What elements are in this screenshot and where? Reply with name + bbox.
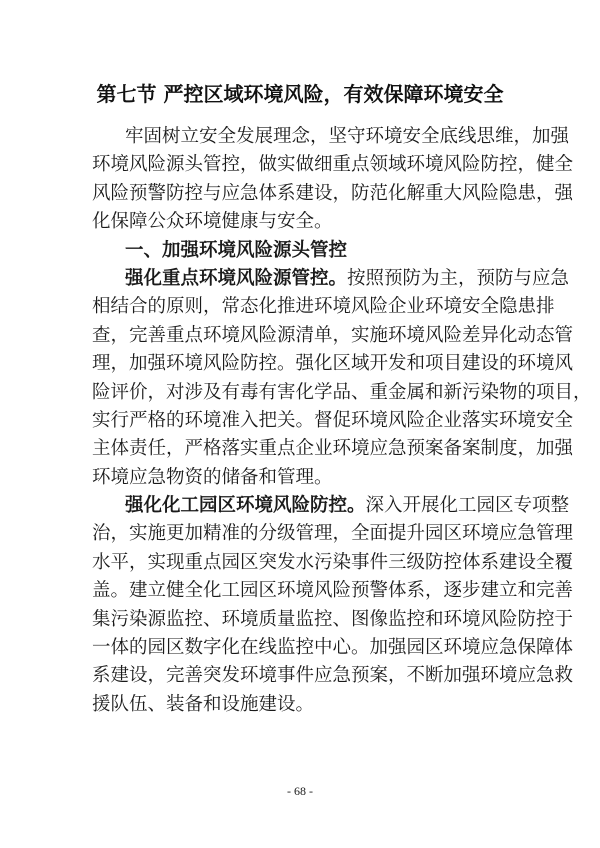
text-line: 一体的园区数字化在线监控中心。加强园区环境应急保障体: [92, 637, 574, 659]
text-line: 化保障公众环境健康与安全。: [92, 211, 333, 233]
page-number: - 68 -: [287, 784, 313, 798]
text-span: 深入开展化工园区专项整: [365, 495, 570, 517]
text-line: 险评价，对涉及有毒有害化学品、重金属和新污染物的项目，: [92, 381, 592, 403]
text-line: 主体责任，严格落实重点企业环境应急预案备案制度，加强: [92, 438, 574, 460]
paragraph-key-risk-sources: [92, 265, 592, 492]
text-line: 环境应急物资的储备和管理。: [92, 466, 333, 488]
text-line: 理，加强环境风险防控。强化区域开发和项目建设的环境风: [92, 353, 574, 375]
text-line: 牢固树立安全发展理念，坚守环境安全底线思维，加强: [125, 126, 570, 147]
text-line: 援队伍、装备和设施建设。: [92, 693, 315, 715]
paragraph-chemical-parks: [92, 492, 574, 719]
text-line: 水平，实现重点园区突发水污染事件三级防控体系建设全覆: [92, 551, 574, 573]
text-line: 集污染源监控、环境质量监控、图像监控和环境风险防控于: [92, 608, 574, 630]
text-line: [92, 492, 570, 520]
text-line: 查，完善重点环境风险源清单，实施环境风险差异化动态管: [92, 324, 574, 346]
text-line: [92, 265, 570, 293]
text-line: 系建设，完善突发环境事件应急预案，不断加强环境应急救: [92, 665, 574, 687]
text-line: 盖。建立健全化工园区环境风险预警体系，逐步建立和完善: [92, 580, 574, 602]
text-line: 实行严格的环境准入把关。督促环境风险企业落实环境安全: [92, 409, 574, 431]
text-line: 治，实施更加精准的分级管理，全面提升园区环境应急管理: [92, 523, 574, 545]
paragraph-lead: 强化化工园区环境风险防控。: [125, 495, 366, 517]
document-body: [92, 123, 592, 719]
section-title: 第七节 严控区域环境风险，有效保障环境安全: [96, 82, 504, 106]
text-span: 按照预防为主，预防与应急: [347, 267, 570, 289]
subsection-heading: 一、加强环境风险源头管控: [125, 239, 348, 261]
text-line: 环境风险源头管控，做实做细重点领域环境风险防控，健全: [92, 154, 574, 176]
intro-paragraph: [92, 123, 574, 237]
paragraph-lead: 强化重点环境风险源管控。: [125, 267, 348, 289]
text-line: 风险预警防控与应急体系建设，防范化解重大风险隐患，强: [92, 182, 574, 204]
text-line: 相结合的原则，常态化推进环境风险企业环境安全隐患排: [92, 296, 555, 318]
